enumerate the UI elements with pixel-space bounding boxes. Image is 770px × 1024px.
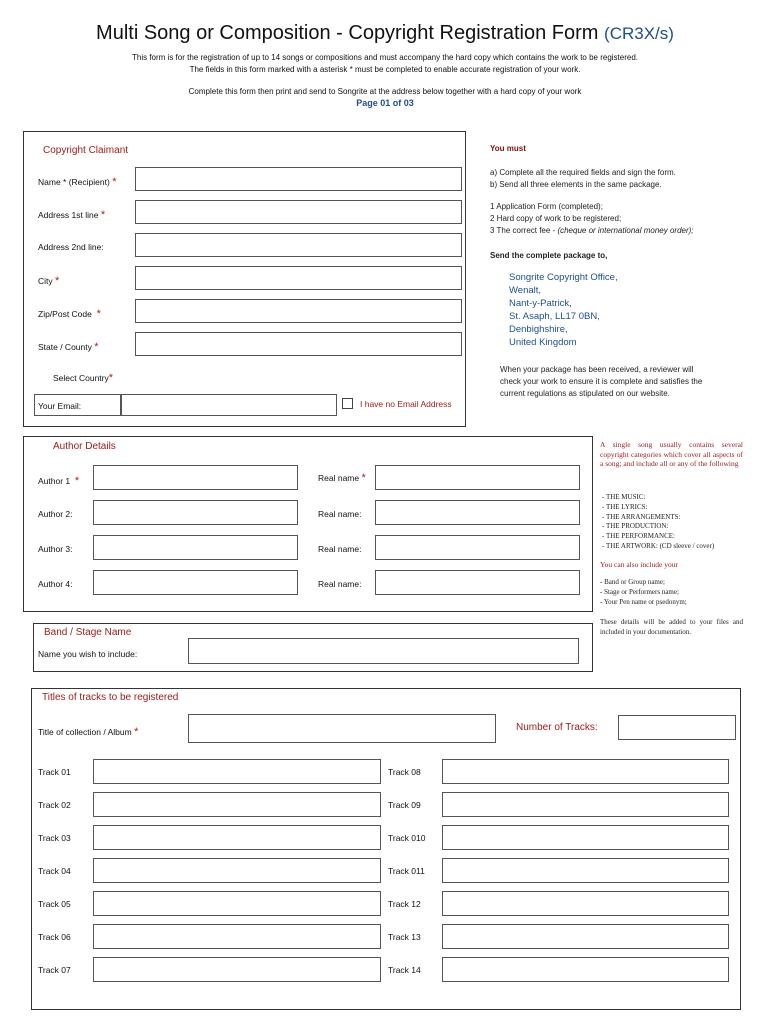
city-input[interactable]: [135, 266, 462, 290]
address2-label: Address 2nd line:: [38, 242, 104, 252]
also-include-list: [600, 578, 687, 607]
track-input[interactable]: [93, 792, 381, 817]
list-item: - THE PRODUCTION:: [602, 522, 669, 531]
zip-input[interactable]: [135, 299, 462, 323]
track-input[interactable]: [93, 957, 381, 982]
author-4-input[interactable]: [93, 570, 298, 595]
address-line: St. Asaph, LL17 0BN,: [509, 311, 600, 322]
address1-input[interactable]: [135, 200, 462, 224]
track-input[interactable]: [442, 825, 729, 850]
track-input[interactable]: [442, 858, 729, 883]
album-input[interactable]: [188, 714, 496, 743]
track-label: Track 01: [38, 767, 71, 777]
real-name-4-input[interactable]: [375, 570, 580, 595]
real-name-1-input[interactable]: [375, 465, 580, 490]
author-3-input[interactable]: [93, 535, 298, 560]
author-3-label: Author 3:: [38, 544, 73, 554]
track-label: Track 14: [388, 965, 421, 975]
review-text: When your package has been received, a reviewer will check your work to ensure it is complete and satisfies the current regulations as stipulated on our website.: [500, 365, 703, 398]
track-label: Track 06: [38, 932, 71, 942]
state-label: State / County *: [38, 341, 99, 353]
track-input[interactable]: [442, 957, 729, 982]
country-select[interactable]: [135, 368, 462, 388]
author-2-input[interactable]: [93, 500, 298, 525]
real-name-4-label: Real name:: [318, 579, 362, 589]
item-2: 2 Hard copy of work to be registered;: [490, 214, 622, 223]
track-input[interactable]: [93, 858, 381, 883]
band-name-input[interactable]: [188, 638, 579, 664]
name-input[interactable]: [135, 167, 462, 191]
real-name-1-label: Real name *: [318, 472, 366, 484]
real-name-3-label: Real name:: [318, 544, 362, 554]
song-note-intro: A single song usually contains several copyright categories which cover all aspects of a song; and include all or any of the following: [600, 440, 743, 468]
track-label: Track 05: [38, 899, 71, 909]
item-3: 3 The correct fee - (cheque or international money order);: [490, 226, 694, 235]
no-email-checkbox[interactable]: [342, 398, 353, 409]
track-count-input[interactable]: [618, 715, 736, 740]
step-b: b) Send all three elements in the same package.: [490, 180, 662, 189]
author-1-label: Author 1 *: [38, 475, 80, 487]
real-name-2-label: Real name:: [318, 509, 362, 519]
form-title: [0, 22, 770, 45]
track-input[interactable]: [442, 759, 729, 784]
address-line: Wenalt,: [509, 285, 542, 296]
list-item: - THE MUSIC:: [602, 493, 646, 501]
track-label: Track 12: [388, 899, 421, 909]
instructions-line: Complete this form then print and send to Songrite at the address below together with a hard copy of your work: [188, 87, 582, 96]
country-label: Select Country*: [53, 372, 114, 384]
address1-label: Address 1st line *: [38, 209, 106, 221]
address-line: United Kingdom: [509, 337, 577, 348]
item-1: 1 Application Form (completed);: [490, 202, 603, 211]
track-label: Track 010: [388, 833, 426, 843]
address2-input[interactable]: [135, 233, 462, 257]
track-input[interactable]: [93, 891, 381, 916]
send-heading: Send the complete package to,: [490, 251, 608, 260]
track-label: Track 08: [388, 767, 421, 777]
email-label: Your Email:: [38, 401, 82, 411]
address-line: Denbighshire,: [509, 324, 568, 335]
address-line: Songrite Copyright Office,: [509, 272, 618, 283]
page-number: Page 01 of 03: [356, 98, 414, 108]
album-label: Title of collection / Album *: [38, 726, 139, 738]
track-label: Track 07: [38, 965, 71, 975]
form-title-text: Multi Song or Composition - Copyright Registration Form: [96, 22, 599, 44]
address-line: Nant-y-Patrick,: [509, 298, 572, 309]
state-input[interactable]: [135, 332, 462, 356]
form-code: (CR3X/s): [604, 24, 674, 43]
track-input[interactable]: [442, 792, 729, 817]
author-4-label: Author 4:: [38, 579, 73, 589]
office-address: [509, 271, 618, 349]
intro-line-1: This form is for the registration of up to 14 songs or compositions and must accompany the hard copy which contains the work to be registered.: [131, 53, 639, 62]
real-name-2-input[interactable]: [375, 500, 580, 525]
also-include: You can also include your: [600, 560, 678, 569]
song-category-list: [602, 493, 714, 552]
list-item: - Your Pen name or psedonym;: [600, 597, 687, 606]
track-label: Track 04: [38, 866, 71, 876]
list-item: - THE ARTWORK: (CD sleeve / cover): [602, 541, 715, 550]
track-input[interactable]: [442, 891, 729, 916]
list-item: - THE LYRICS:: [602, 502, 648, 511]
author-2-label: Author 2:: [38, 509, 73, 519]
real-name-3-input[interactable]: [375, 535, 580, 560]
email-input[interactable]: [121, 394, 337, 416]
you-must-heading: You must: [490, 144, 526, 153]
track-label: Track 09: [388, 800, 421, 810]
author-1-input[interactable]: [93, 465, 298, 490]
list-item: - Band or Group name;: [600, 578, 665, 586]
claimant-title: Copyright Claimant: [43, 145, 129, 156]
track-label: Track 03: [38, 833, 71, 843]
track-count-label: Number of Tracks:: [516, 722, 598, 733]
track-input[interactable]: [442, 924, 729, 949]
name-label: Name * (Recipient) *: [38, 176, 117, 188]
list-item: - Stage or Performers name;: [600, 587, 679, 596]
track-label: Track 13: [388, 932, 421, 942]
no-email-label: I have no Email Address: [360, 399, 452, 409]
tracks-title: Titles of tracks to be registered: [42, 692, 179, 703]
band-title: Band / Stage Name: [44, 627, 132, 638]
track-input[interactable]: [93, 759, 381, 784]
track-input[interactable]: [93, 825, 381, 850]
intro-line-2: The fields in this form marked with a asterisk * must be completed to enable accurate registration of your work.: [189, 65, 581, 74]
track-input[interactable]: [93, 924, 381, 949]
band-name-label: Name you wish to include:: [38, 649, 138, 659]
zip-label: Zip/Post Code *: [38, 308, 101, 320]
step-a: a) Complete all the required fields and sign the form.: [490, 168, 676, 177]
city-label: City *: [38, 275, 60, 287]
track-label: Track 02: [38, 800, 71, 810]
list-item: - THE PERFORMANCE:: [602, 532, 675, 541]
author-title: Author Details: [53, 441, 116, 452]
song-note-footer: These details will be added to your files and included in your documentation.: [600, 618, 743, 636]
track-label: Track 011: [388, 866, 425, 876]
list-item: - THE ARRANGEMENTS:: [602, 512, 681, 521]
